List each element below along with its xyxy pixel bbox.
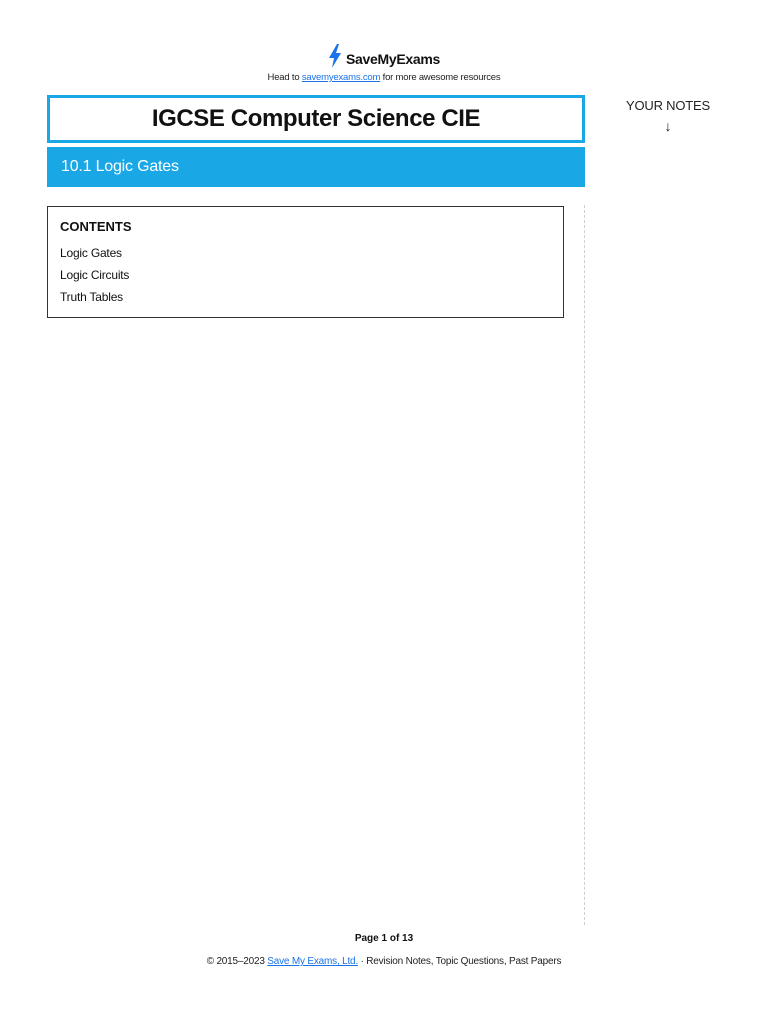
section-title: 10.1 Logic Gates (61, 158, 179, 175)
your-notes-label: YOUR NOTES (626, 98, 710, 113)
brand-name: SaveMyExams (346, 50, 440, 67)
page-title: IGCSE Computer Science CIE (151, 105, 481, 132)
footer-copyright (0, 956, 768, 967)
copyright-prefix: © 2015–2023 (206, 956, 268, 967)
brand-logo[interactable] (0, 44, 768, 73)
copyright-suffix: · Revision Notes, Topic Questions, Past Papers (357, 956, 562, 967)
contents-item-logic-circuits[interactable]: Logic Circuits (60, 268, 130, 282)
contents-item-logic-gates[interactable]: Logic Gates (60, 246, 122, 260)
contents-item-truth-tables[interactable]: Truth Tables (60, 290, 123, 304)
notes-divider (584, 205, 585, 925)
company-link[interactable]: Save My Exams, Ltd. (267, 956, 358, 967)
tagline-suffix: for more awesome resources (380, 72, 501, 83)
contents-box (47, 206, 564, 318)
title-box (47, 95, 585, 143)
header-tagline (0, 72, 768, 83)
arrow-down-icon: ↓ (664, 118, 672, 134)
savemyexams-link[interactable]: savemyexams.com (301, 72, 381, 83)
tagline-prefix: Head to (267, 72, 302, 83)
contents-heading: CONTENTS (60, 219, 132, 234)
lightning-bolt-icon (328, 44, 342, 73)
page-number: Page 1 of 13 (354, 933, 414, 944)
section-banner (47, 147, 585, 187)
